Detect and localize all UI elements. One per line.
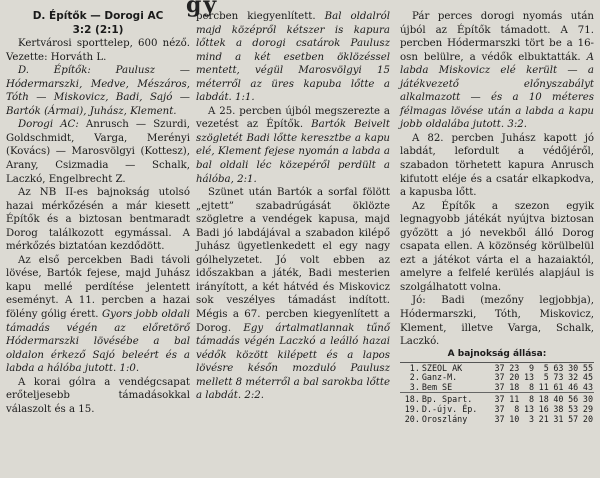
standings-cell-l: 21 [538,413,549,424]
away-lineup-label: Dorogi AC: [18,119,79,131]
article-column-1 [6,10,190,416]
paragraph-italic-text: Gyors jobb oldali támadás végén az előretörő Hódermarszki lövésébe a bal oldalon érkező Sajó beleért és a labda a hálóba jutott. 1:0. [6,309,190,375]
article-paragraph: Az NB II-es bajnokság utolsó hazai mérkőzésén a már kiesett Építők és a biztosan bentmaradt Dorog találkozott egymással. A mérkőzés biztatóan kezdődött. [6,187,190,253]
standings-cell-gf: 40 [553,394,564,405]
standings-cell-gf: 38 [553,404,564,415]
standings-cell-d: 13 [523,404,535,415]
standings-cell-l: 16 [538,404,549,415]
standings-table [400,364,594,425]
standings-cell-w: 18 [509,381,520,392]
standings-cell-team: Oroszlány [421,413,468,424]
standings-cell-team: Ganz-M. [421,372,458,383]
article-paragraph [400,10,594,132]
standings-cell-gf: 63 [553,362,564,373]
away-lineup [6,118,190,186]
standings-cell-pts: 29 [582,404,593,415]
standings-cell-ga: 46 [568,381,579,392]
standings-cell-gf: 61 [553,381,564,392]
standings-cell-team: SZEOL AK [421,362,463,373]
paragraph-italic-text: Bal oldalról majd középről kétszer is kapura lőttek a dorogi csatárok Paulusz mind a két esetben öklözéssel mentett, végül Marosvölgyi 15 méterről az üres kapuba lőtte a labdát. 1:1. [196,11,390,104]
standings-row [400,383,594,393]
standings-cell-p: 37 [494,372,505,383]
match-title: D. Építők — Dorogi AC [32,10,164,22]
venue-paragraph: Kertvárosi sporttelep, 600 néző. Vezette: Horváth L. [6,38,190,63]
standings-cell-team: Bem SE [421,381,453,392]
best-players-paragraph: Jó: Badi (mezőny legjobbja), Hódermarszki, Tóth, Miskovicz, Klement, illetve Varga, Schalk, Laczkó. [400,295,594,348]
standings-cell-pos: 20. [404,413,420,424]
standings-cell-p: 37 [494,413,505,424]
paragraph-text: Pár perces dorogi nyomás után újból az Építők támadott. A 71. percben Hódermarszki tört be a 16-osn belülre, a védők elbuktatták. [400,11,594,63]
standings-cell-l: 18 [538,394,549,405]
home-lineup-label: D. Építők: [18,65,91,77]
standings-cell-d: 13 [523,372,535,383]
standings-cell-l: 5 [543,362,549,373]
standings-cell-pos: 19. [404,404,420,415]
standings-cell-d: 8 [528,381,535,392]
standings-cell-ga: 56 [568,394,579,405]
paragraph-text: A 25. percben újból megszerezte a vezetést az Építők. [196,105,390,131]
standings-cell-pos: 18. [404,394,420,405]
home-lineup [6,64,190,118]
standings-cell-w: 8 [514,404,520,415]
standings-cell-w: 11 [509,394,520,405]
standings-cell-pos: 1. [409,362,420,373]
paragraph-italic-text: Bartók Beivelt szögletét Badi lőtte keresztbe a kapu elé, Klement fejese nyomán a labda a bal oldali léc közepéről perdült a hálóba, 2:1. [196,119,390,185]
standings-cell-d: 9 [528,362,535,373]
standings-cell-pos: 3. [409,381,420,392]
standings-cell-pts: 20 [582,413,593,424]
standings-cell-team: D.-újv. Ép. [421,404,478,415]
standings-cell-ga: 32 [568,372,579,383]
paragraph-italic-text: Egy ártalmatlannak tűnő támadás végén Laczkó a leálló hazai védők között kilépett és a lapos lövésre későn mozduló Paulusz mellett 8 méterről a bal sarokba lőtte a labdát. 2:2. [196,322,390,402]
article-column-3 [400,10,594,424]
standings-cell-w: 10 [509,413,520,424]
standings-cell-ga: 53 [568,404,579,415]
standings-cell-pts: 43 [582,381,593,392]
article-paragraph [6,254,190,376]
article-paragraph [196,10,390,105]
cropped-headline-fragment: gy [186,0,219,18]
standings-cell-gf: 31 [553,413,564,424]
standings-caption: A bajnokság állása: [447,348,547,359]
standings-cell-gf: 73 [553,372,564,383]
standings-cell-l: 11 [538,381,549,392]
article-paragraph [196,186,390,403]
match-score: 3:2 (2:1) [72,23,124,36]
away-lineup-text: Anrusch — Szurdi, Goldschmidt, Varga, Merényi (Kovács) — Marosvölgyi (Kottesz), Arany, Csizmadia — Schalk, Laczkó, Engelbrecht Z. [6,119,190,185]
standings-cell-l: 5 [543,372,549,383]
standings-cell-d: 8 [528,394,535,405]
article-paragraph: Az Építők a szezon egyik legnagyobb játékát nyújtva biztosan győzött a jó nevekből álló Dorog csapata ellen. A közönség körülbelül ezt a játékot várta el a hazaiaktól, amelyre a felfelé kerülés alapjául is szolgálhatott volna. [400,200,594,293]
article-paragraph: A 82. percben Juhász kapott jó labdát, lefordult a védőjéről, szabadon törhetett kapura Anrusch kifutott eléje és a csatár elkapkodva, a kapusba lőtt. [400,132,594,199]
standings-cell-w: 23 [509,362,520,373]
standings-cell-pts: 55 [582,362,593,373]
standings-cell-p: 37 [494,394,505,405]
article-paragraph: A korai gólra a vendégcsapat erőteljesebb támadásokkal válaszolt és a 15. [6,376,190,415]
standings-cell-pts: 30 [582,394,593,405]
article-column-2 [196,10,390,403]
standings-cell-p: 37 [494,362,505,373]
paragraph-text: Szünet után Bartók a sorfal fölött „ejtett” szabadrúgását öklözte szögletre a vendégek kapusa, majd Badi jó labdájával a szabadon kilépő Juhász ügyetlenkedett el egy nagy gólhelyzetet. Jó volt ebben az időszakban a játék, Badi mesterien irányított, a két hátvéd és Miskovicz sok veszélyes támadást indított. Mégis a 67. percben kiegyenlített a Dorog. [196,187,390,334]
standings-cell-w: 20 [509,372,520,383]
standings-cell-team: Bp. Spart. [421,394,473,405]
standings-cell-d: 3 [528,413,535,424]
paragraph-text: percben kiegyenlített. [196,11,316,22]
standings-cell-p: 37 [494,381,505,392]
article-paragraph [196,105,390,186]
standings-cell-pts: 45 [582,372,593,383]
paragraph-text: Az első percekben Badi távoli lövése, Bartók fejese, majd Juhász kapu mellé perdítése jelentett eseményt. A 11. percben a hazai fölény gólig érett. [6,254,190,321]
standings-cell-pos: 2. [409,372,420,383]
standings-cell-ga: 30 [568,362,579,373]
home-lineup-text: Paulusz — Hódermarszki, Medve, Mészáros, Tóth — Miskovicz, Badi, Sajó — Bartók (Ármai), Juhász, Klement. [6,65,190,117]
standings-row [400,415,594,425]
standings-cell-p: 37 [494,404,505,415]
standings-cell-ga: 57 [568,413,579,424]
paragraph-italic-text: A labda Miskovicz elé került — a játékvezető előnyszabályt alkalmazott — és a 10 méteres félmagas lövése után a labda a kapu jobb oldalába jutott. 3:2. [400,51,594,131]
